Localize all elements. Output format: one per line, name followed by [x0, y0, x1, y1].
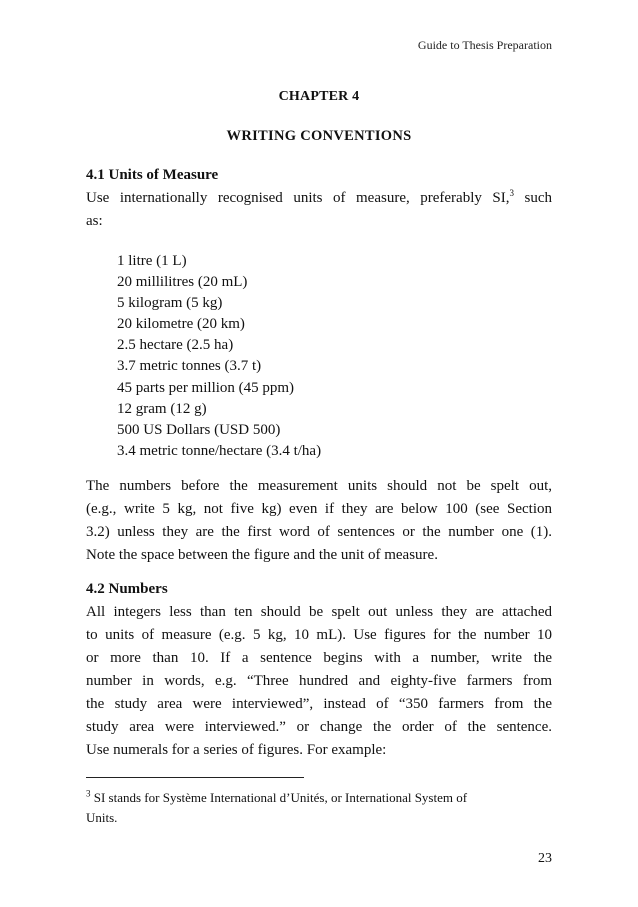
paragraph-line: to units of measure (e.g. 5 kg, 10 mL). Use figures for the number 10: [86, 627, 552, 643]
footnote: [86, 788, 552, 828]
list-item: 20 millilitres (20 mL): [117, 274, 248, 291]
intro-line-1: [86, 187, 552, 210]
paragraph-line: (e.g., write 5 kg, not five kg) even if they are below 100 (see Section: [86, 501, 552, 517]
list-item: 5 kilogram (5 kg): [117, 295, 223, 312]
intro-line-1-tail: such: [513, 190, 552, 206]
section-heading-units-of-measure: 4.1 Units of Measure: [86, 167, 219, 183]
footnote-text: SI stands for Système International d’Unités, or International System of: [90, 790, 468, 805]
list-item: 45 parts per million (45 ppm): [117, 379, 295, 396]
paragraph-line: the study area were interviewed”, instead of “350 farmers from the: [86, 696, 552, 712]
units-list: [117, 251, 321, 462]
paragraph-line: Note the space between the figure and the unit of measure.: [86, 547, 438, 563]
chapter-title: WRITING CONVENTIONS: [226, 128, 412, 144]
list-item: 20 kilometre (20 km): [117, 316, 245, 333]
page-number: 23: [538, 851, 552, 866]
list-item: 3.7 metric tonnes (3.7 t): [117, 358, 262, 375]
footnote-divider: [86, 777, 304, 778]
section-intro-paragraph: [86, 187, 552, 233]
paragraph-line: All integers less than ten should be spelt out unless they are attached: [86, 604, 552, 620]
footnote-line-2: Units.: [86, 810, 118, 825]
list-item: 12 gram (12 g): [117, 400, 207, 417]
paragraph-line: number in words, e.g. “Three hundred and eighty-five farmers from: [86, 673, 552, 689]
footnote-mark: 3: [86, 788, 91, 799]
chapter-number: CHAPTER 4: [278, 89, 360, 104]
section-heading-numbers: 4.2 Numbers: [86, 581, 168, 597]
list-item: 500 US Dollars (USD 500): [117, 421, 281, 438]
list-item: 2.5 hectare (2.5 ha): [117, 337, 234, 354]
numbers-paragraph: [86, 601, 552, 762]
list-item: 3.4 metric tonne/hectare (3.4 t/ha): [117, 442, 322, 459]
paragraph-line: study area were interviewed.” or change the order of the sentence.: [86, 719, 552, 735]
footnote-reference: 3: [509, 188, 514, 198]
footnote-line-1: [86, 788, 552, 808]
paragraph-line: 3.2) unless they are the first word of sentences or the number one (1).: [86, 524, 552, 540]
intro-line-1-text: Use internationally recognised units of measure, preferably SI,: [86, 190, 510, 206]
paragraph-line: Use numerals for a series of figures. For example:: [86, 742, 387, 758]
intro-line-2: as:: [86, 213, 103, 229]
running-header: Guide to Thesis Preparation: [417, 38, 552, 52]
paragraph-line: or more than 10. If a sentence begins with a number, write the: [86, 650, 552, 666]
paragraph-line: The numbers before the measurement units should not be spelt out,: [86, 478, 552, 494]
list-item: 1 litre (1 L): [117, 253, 187, 269]
units-paragraph: [86, 475, 552, 567]
